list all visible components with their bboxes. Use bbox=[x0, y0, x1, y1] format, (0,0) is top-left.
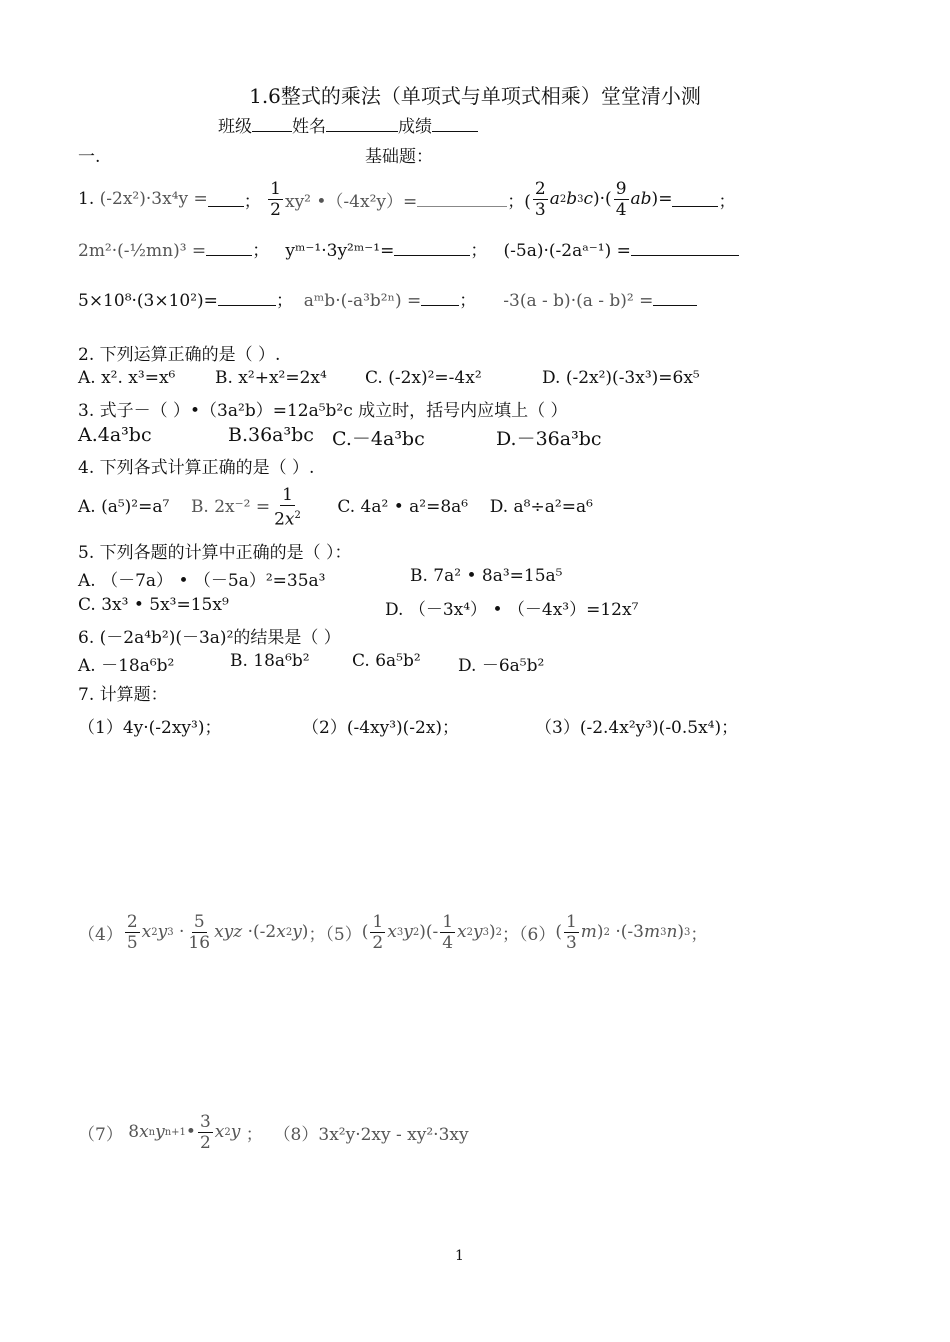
page-number: 1 bbox=[455, 1248, 464, 1264]
q1-expr2: xy² •（-4x²y）= bbox=[284, 191, 418, 212]
q7-part2: （2）(-4xy³)(-2x)； bbox=[302, 718, 460, 738]
answer-blank bbox=[206, 241, 252, 256]
q2-option-a: A. x². x³=x⁶ bbox=[78, 368, 176, 388]
class-label: 班级 bbox=[218, 117, 252, 137]
q7-part6-label: ；（6） bbox=[502, 924, 556, 945]
q1-row3: 5×10⁸·(3×10²)= ； aᵐb·(-a³b²ⁿ) = ； -3(a - b)·(a - b)² = bbox=[78, 286, 697, 311]
q4-option-a: A. (a⁵)²=a⁷ bbox=[78, 497, 170, 517]
q1-expr6: (-5a)·(-2aᵃ⁻¹) = bbox=[503, 241, 631, 261]
q2-option-b: B. x²+x²=2x⁴ bbox=[215, 368, 327, 388]
section-number: 一. bbox=[78, 147, 101, 167]
q1-row1: 1. (-2x²)·3x⁴y = ； $\frac{1}{2}$ xy² •（-4x²y）= ；( $\frac{2}{3}$ a 2 b 3 c )·( $\frac{9}{4}$ ab ) = ； bbox=[78, 178, 736, 220]
fraction-one-third: $\frac{1}{3}$ bbox=[565, 911, 577, 953]
q6-stem: 6. (－2a⁴b²)(－3a)²的结果是（ ） bbox=[78, 628, 341, 648]
q1-row2: 2m²·(-½mn)³ = ； yᵐ⁻¹·3y²ᵐ⁻¹= ； (-5a)·(-2aᵃ⁻¹) = bbox=[78, 236, 739, 261]
answer-blank bbox=[672, 192, 718, 207]
answer-blank bbox=[421, 291, 459, 306]
q5-stem: 5. 下列各题的计算中正确的是（ ）： bbox=[78, 543, 352, 563]
q5-option-a: A. （－7a） • （－5a）²=35a³ bbox=[78, 571, 326, 591]
answer-blank bbox=[394, 241, 470, 256]
answer-blank bbox=[208, 192, 244, 207]
q3-option-a: A.4a³bc bbox=[78, 424, 152, 446]
q7-part7-label: （7） bbox=[78, 1124, 123, 1145]
fraction-three-halves: $\frac{3}{2}$ bbox=[199, 1111, 211, 1153]
section-heading: 基础题： bbox=[365, 147, 433, 167]
q2-option-d: D. (-2x²)(-3x³)=6x⁵ bbox=[542, 368, 700, 388]
q3-option-d: D.－36a³bc bbox=[496, 428, 602, 450]
fraction-one-half: $\frac{1}{2}$ bbox=[372, 911, 384, 953]
q1-expr4: 2m²·(-½mn)³ = bbox=[78, 241, 207, 261]
q7-part4-label: （4） bbox=[78, 924, 123, 945]
page-title: 1.6整式的乘法（单项式与单项式相乘）堂堂清小测 bbox=[249, 84, 701, 108]
q2-option-c: C. (-2x)²=-4x² bbox=[365, 368, 482, 388]
q7-part8: （8）3x²y·2xy - xy²·3xy bbox=[273, 1124, 469, 1145]
q1-expr3: = bbox=[658, 189, 673, 209]
answer-blank bbox=[218, 291, 276, 306]
score-label: 成绩 bbox=[398, 117, 432, 137]
name-label: 姓名 bbox=[292, 117, 326, 137]
q4-option-c: C. 4a² • a²=8a⁶ bbox=[337, 497, 469, 517]
q4-options bbox=[78, 482, 593, 532]
q5-option-d: D. （－3x⁴） • （－4x³）=12x⁷ bbox=[385, 600, 639, 620]
q7-row-7-8: （7） 8 x n y n+1 • $\frac{3}{2}$ x 2 y ； （8）3x²y·2xy - xy²·3xy bbox=[78, 1111, 469, 1153]
q1-expr8: aᵐb·(-a³b²ⁿ) = bbox=[303, 291, 422, 311]
q3-option-b: B.36a³bc bbox=[228, 424, 314, 446]
q1-expr7: 5×10⁸·(3×10²)= bbox=[78, 291, 218, 311]
score-blank bbox=[432, 117, 478, 132]
answer-blank bbox=[417, 192, 507, 207]
q2-stem: 2. 下列运算正确的是（ ）. bbox=[78, 345, 281, 365]
q7-part1: （1）4y·(-2xy³)； bbox=[78, 718, 222, 738]
q3-stem: 3. 式子－（ ）•（3a²b）=12a⁵b²c 成立时，括号内应填上（ ） bbox=[78, 401, 568, 421]
q3-option-c: C.－4a³bc bbox=[332, 428, 425, 450]
fraction-two-thirds: $\frac{2}{3}$ bbox=[534, 178, 546, 220]
q1-label: 1. bbox=[78, 189, 95, 209]
class-blank bbox=[252, 117, 292, 132]
q6-option-c: C. 6a⁵b² bbox=[352, 651, 421, 671]
fraction-five-sixteenths: $\frac{5}{16}$ bbox=[188, 911, 211, 953]
answer-blank bbox=[653, 291, 697, 306]
q7-stem: 7. 计算题： bbox=[78, 685, 168, 705]
q4-option-d: D. a⁸÷a²=a⁶ bbox=[489, 497, 593, 517]
q6-option-a: A. －18a⁶b² bbox=[78, 656, 175, 676]
student-info-line bbox=[218, 112, 478, 137]
q1-expr5: yᵐ⁻¹·3y²ᵐ⁻¹= bbox=[285, 241, 395, 261]
q5-option-b: B. 7a² • 8a³=15a⁵ bbox=[410, 566, 563, 586]
q1-expr1: (-2x²)·3x⁴y = bbox=[99, 189, 208, 209]
q7-part5-label: ；（5） bbox=[308, 924, 362, 945]
fraction-two-fifths: $\frac{2}{5}$ bbox=[126, 911, 138, 953]
fraction-one-over-2x2: $\frac{1}{2x^2}$ bbox=[274, 484, 301, 530]
fraction-half: $\frac{1}{2}$ bbox=[270, 178, 281, 220]
q6-option-b: B. 18a⁶b² bbox=[230, 651, 310, 671]
answer-blank bbox=[631, 241, 739, 256]
q5-option-c: C. 3x³ • 5x³=15x⁹ bbox=[78, 595, 229, 615]
fraction-nine-fourths: $\frac{9}{4}$ bbox=[615, 178, 627, 220]
q4-option-b: B. 2x⁻² = bbox=[190, 497, 271, 517]
q7-row-4-5-6: （4） $\frac{2}{5}$ x 2 y 3 · $\frac{5}{16}$ xyz ·(-2 x 2 y ) ；（5） ( $\frac{1}{2}$ x 3 y 2 )(- $\frac{1}{4}$ x 2 y 3 ) 2 ；（6） ( $\frac{1}{3}$ m ) 2 ·(-3 m 3 n ) 3 ； bbox=[78, 911, 708, 953]
q1-expr9: -3(a - b)·(a - b)² = bbox=[503, 291, 654, 311]
fraction-one-fourth: $\frac{1}{4}$ bbox=[442, 911, 454, 953]
name-blank bbox=[326, 117, 398, 132]
q7-part3: （3）(-2.4x²y³)(-0.5x⁴)； bbox=[535, 718, 739, 738]
q6-option-d: D. －6a⁵b² bbox=[458, 656, 545, 676]
q4-stem: 4. 下列各式计算正确的是（ ）. bbox=[78, 458, 315, 478]
